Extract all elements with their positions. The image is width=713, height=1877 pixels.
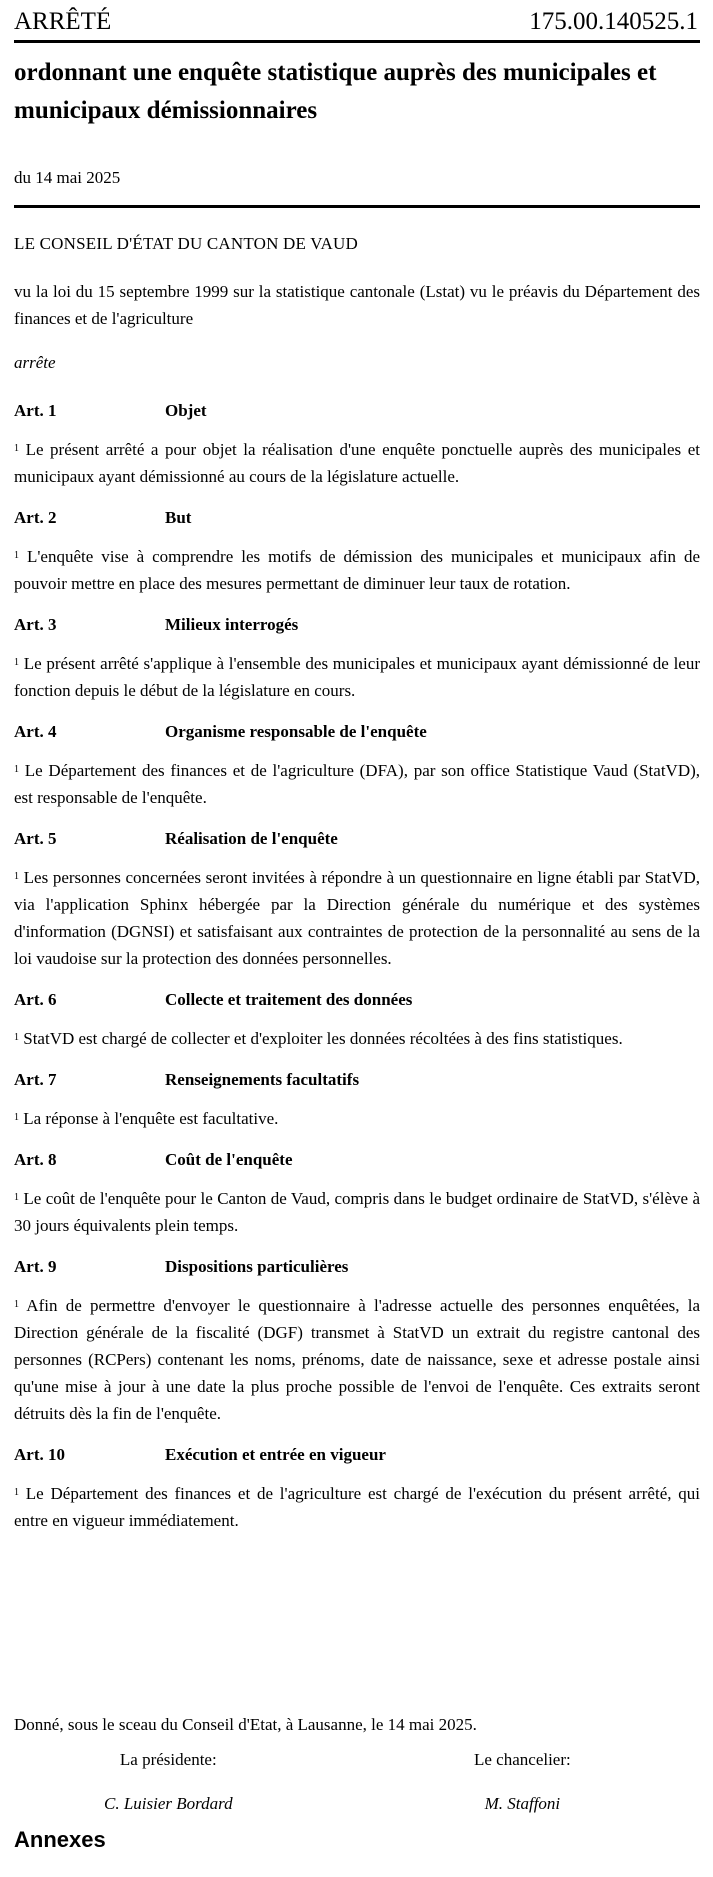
document-title: ordonnant une enquête statistique auprès des municipales et municipaux démissionnaires bbox=[14, 59, 657, 124]
signature-name: C. Luisier Bordard bbox=[104, 1794, 233, 1813]
article bbox=[14, 718, 700, 811]
paragraph-text: La réponse à l'enquête est facultative. bbox=[23, 1109, 279, 1128]
document-date: du 14 mai 2025 bbox=[14, 168, 121, 187]
article-heading bbox=[14, 504, 700, 531]
decision-word: arrête bbox=[14, 353, 56, 372]
article-body bbox=[14, 757, 700, 811]
article-number: Art. 6 bbox=[14, 990, 57, 1009]
article-heading bbox=[14, 1146, 700, 1173]
article bbox=[14, 986, 700, 1052]
article-number: Art. 7 bbox=[14, 1070, 57, 1089]
article bbox=[14, 825, 700, 972]
document-type: ARRÊTÉ bbox=[14, 8, 112, 35]
paragraph-text: Le Département des finances et de l'agriculture (DFA), par son office Statistique Vaud (StatVD), est responsable de l'enquête. bbox=[14, 761, 701, 807]
article-number: Art. 8 bbox=[14, 1150, 57, 1169]
paragraph-number: 1 bbox=[14, 1032, 19, 1043]
article-title: Objet bbox=[165, 401, 207, 420]
paragraph-text: Le Département des finances et de l'agriculture est chargé de l'exécution du présent arrêté, qui entre en vigueur immédiatement. bbox=[14, 1484, 700, 1530]
date-rule bbox=[14, 205, 700, 208]
article-heading bbox=[14, 397, 700, 424]
document-page bbox=[14, 0, 701, 1852]
article-body bbox=[14, 436, 700, 490]
document-reference: 175.00.140525.1 bbox=[529, 8, 698, 35]
document-header bbox=[14, 6, 700, 38]
paragraph-text: Afin de permettre d'envoyer le questionnaire à l'adresse actuelle des personnes enquêtées, la Direction générale de la fiscalité (DGF) transmet à StatVD un extrait du registre cantonal des personnes (RCPers) contenant les noms, prénoms, date de naissance, sexe et adresse postale ainsi qu'une mise à jour à une date la plus proche possible de l'envoi de l'enquête. Ces extraits seront détruits dès la fin de l'enquête. bbox=[14, 1296, 700, 1423]
article-body bbox=[14, 1105, 700, 1132]
paragraph-number: 1 bbox=[14, 550, 19, 561]
article-heading bbox=[14, 986, 700, 1013]
article-title: Collecte et traitement des données bbox=[165, 990, 413, 1009]
article-body bbox=[14, 1185, 700, 1239]
preamble: vu la loi du 15 septembre 1999 sur la statistique cantonale (Lstat) vu le préavis du Département des finances et de l'agriculture bbox=[14, 282, 700, 328]
paragraph-text: L'enquête vise à comprendre les motifs de démission des municipales et municipaux afin de pouvoir mettre en place des mesures permettant de diminuer leur taux de rotation. bbox=[14, 547, 700, 593]
article bbox=[14, 1146, 700, 1239]
article-number: Art. 10 bbox=[14, 1445, 65, 1464]
signature-president bbox=[104, 1749, 233, 1815]
article-title: Réalisation de l'enquête bbox=[165, 829, 338, 848]
article-body bbox=[14, 864, 700, 972]
signature-role: Le chancelier: bbox=[474, 1750, 571, 1769]
paragraph-number: 1 bbox=[14, 764, 19, 775]
article bbox=[14, 1253, 700, 1427]
article-title: Exécution et entrée en vigueur bbox=[165, 1445, 386, 1464]
signature-role: La présidente: bbox=[119, 1750, 217, 1769]
article-body bbox=[14, 1025, 700, 1052]
article-heading bbox=[14, 718, 700, 745]
article-heading bbox=[14, 1441, 700, 1468]
article-number: Art. 5 bbox=[14, 829, 57, 848]
article bbox=[14, 611, 700, 704]
article-number: Art. 4 bbox=[14, 722, 57, 741]
issuing-authority: LE CONSEIL D'ÉTAT DU CANTON DE VAUD bbox=[14, 234, 358, 253]
article-number: Art. 9 bbox=[14, 1257, 57, 1276]
paragraph-number: 1 bbox=[14, 1299, 19, 1310]
article-title: Organisme responsable de l'enquête bbox=[165, 722, 427, 741]
article-title: But bbox=[165, 508, 192, 527]
article-heading bbox=[14, 1253, 700, 1280]
signature-name: M. Staffoni bbox=[484, 1794, 561, 1813]
article bbox=[14, 1441, 700, 1534]
paragraph-text: Le présent arrêté s'applique à l'ensemble des municipales et municipaux ayant démissionné de leur fonction depuis le début de la législature en cours. bbox=[14, 654, 700, 700]
article-body bbox=[14, 1292, 700, 1427]
article-body bbox=[14, 543, 700, 597]
closing-formula: Donné, sous le sceau du Conseil d'Etat, à Lausanne, le 14 mai 2025. bbox=[14, 1715, 477, 1734]
paragraph-number: 1 bbox=[14, 1192, 19, 1203]
paragraph-number: 1 bbox=[14, 443, 19, 454]
header-rule bbox=[14, 40, 700, 43]
paragraph-number: 1 bbox=[14, 657, 19, 668]
annexes-heading: Annexes bbox=[14, 1827, 106, 1852]
paragraph-number: 1 bbox=[14, 1112, 19, 1123]
article-heading bbox=[14, 1066, 700, 1093]
article-title: Milieux interrogés bbox=[165, 615, 299, 634]
articles-list bbox=[14, 397, 700, 1548]
paragraph-text: StatVD est chargé de collecter et d'exploiter les données récoltées à des fins statistiques. bbox=[23, 1029, 623, 1048]
article bbox=[14, 1066, 700, 1132]
article-number: Art. 3 bbox=[14, 615, 57, 634]
article bbox=[14, 504, 700, 597]
paragraph-number: 1 bbox=[14, 1487, 19, 1498]
article-body bbox=[14, 650, 700, 704]
article-number: Art. 2 bbox=[14, 508, 57, 527]
paragraph-text: Les personnes concernées seront invitées à répondre à un questionnaire en ligne établi par StatVD, via l'application Sphinx hébergée par la Direction générale du numérique et des systèmes d'information (DGNSI) et satisfaisant aux contraintes de protection de la personnalité au sens de la loi vaudoise sur la protection des données personnelles. bbox=[14, 868, 701, 968]
signature-chancellor bbox=[474, 1749, 571, 1815]
article-title: Renseignements facultatifs bbox=[165, 1070, 360, 1089]
paragraph-text: Le présent arrêté a pour objet la réalisation d'une enquête ponctuelle auprès des municipales et municipaux ayant démissionné au cours de la législature actuelle. bbox=[14, 440, 700, 486]
article-body bbox=[14, 1480, 700, 1534]
article-title: Coût de l'enquête bbox=[165, 1150, 293, 1169]
article-number: Art. 1 bbox=[14, 401, 57, 420]
paragraph-number: 1 bbox=[14, 871, 19, 882]
article-heading bbox=[14, 825, 700, 852]
article bbox=[14, 397, 700, 490]
article-heading bbox=[14, 611, 700, 638]
article-title: Dispositions particulières bbox=[165, 1257, 349, 1276]
paragraph-text: Le coût de l'enquête pour le Canton de Vaud, compris dans le budget ordinaire de StatVD, s'élève à 30 jours équivalents plein temps. bbox=[14, 1189, 701, 1235]
